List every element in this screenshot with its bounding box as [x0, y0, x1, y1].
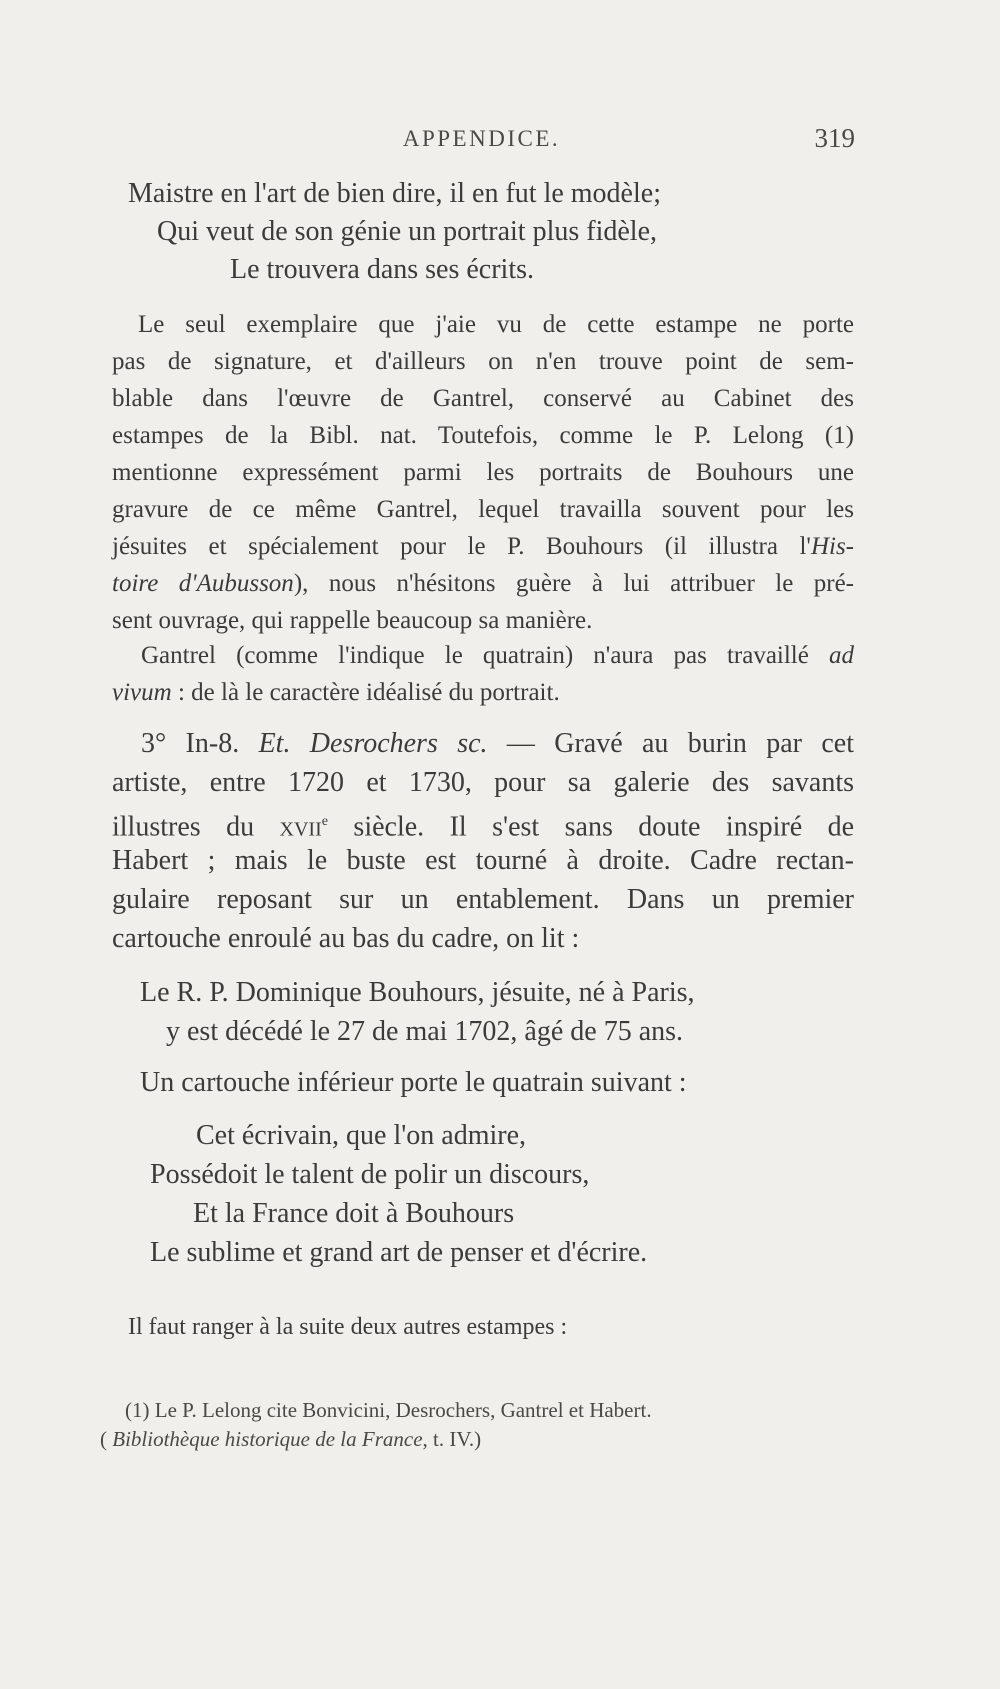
- paragraph-line: estampes de la Bibl. nat. Toutefois, comme le P. Lelong (1): [112, 422, 854, 449]
- page-number: 319: [814, 123, 855, 153]
- paragraph-line: pas de signature, et d'ailleurs on n'en trouve point de sem-: [112, 348, 854, 375]
- paragraph-line: gravure de ce même Gantrel, lequel travailla souvent pour les: [112, 496, 854, 523]
- quatrain-line: Et la France doit à Bouhours: [193, 1198, 515, 1229]
- paragraph-line: blable dans l'œuvre de Gantrel, conservé au Cabinet des: [112, 385, 854, 412]
- quatrain-line: Possédoit le talent de polir un discours,: [150, 1159, 590, 1190]
- paragraph-line: mentionne expressément parmi les portraits de Bouhours une: [112, 459, 854, 486]
- quatrain-line: Le sublime et grand art de penser et d'écrire.: [150, 1237, 648, 1268]
- paragraph-line: sent ouvrage, qui rappelle beaucoup sa manière.: [112, 607, 593, 634]
- inscription-line: y est décédé le 27 de mai 1702, âgé de 75 ans.: [166, 1016, 684, 1047]
- paragraph-line: Gantrel (comme l'indique le quatrain) n'aura pas travaillé ad: [141, 642, 854, 669]
- running-head: APPENDICE.: [402, 126, 561, 151]
- page-header: [108, 123, 855, 160]
- paragraph-line: gulaire reposant sur un entablement. Dans un premier: [112, 884, 854, 915]
- paragraph-line: toire d'Aubusson), nous n'hésitons guère à lui attribuer le pré-: [112, 570, 854, 597]
- paragraph-line: jésuites et spécialement pour le P. Bouhours (il illustra l'His-: [112, 533, 854, 560]
- paragraph-line: Habert ; mais le buste est tourné à droite. Cadre rectan-: [112, 845, 854, 876]
- verse-line: Qui veut de son génie un portrait plus fidèle,: [157, 216, 657, 247]
- inscription-line: Le R. P. Dominique Bouhours, jésuite, né à Paris,: [140, 977, 695, 1008]
- paragraph-line: Un cartouche inférieur porte le quatrain suivant :: [140, 1067, 687, 1098]
- paragraph-line: vivum : de là le caractère idéalisé du portrait.: [112, 679, 560, 706]
- verse-line: Maistre en l'art de bien dire, il en fut le modèle;: [128, 178, 661, 209]
- paragraph-line: 3° In-8. Et. Desrochers sc. — Gravé au burin par cet: [141, 728, 854, 759]
- paragraph-line: illustres du xvii$^e$ siècle. Il s'est sans doute inspiré de: [112, 811, 854, 843]
- footnote-line: (1) Le P. Lelong cite Bonvicini, Desrochers, Gantrel et Habert.: [125, 1398, 652, 1422]
- paragraph-line: cartouche enroulé au bas du cadre, on lit :: [112, 923, 580, 954]
- footnote-line: ( Bibliothèque historique de la France, t. IV.): [100, 1427, 482, 1451]
- paragraph-line: artiste, entre 1720 et 1730, pour sa galerie des savants: [112, 767, 854, 798]
- quatrain-line: Cet écrivain, que l'on admire,: [196, 1120, 527, 1151]
- paragraph-line: Il faut ranger à la suite deux autres estampes :: [128, 1314, 568, 1340]
- verse-line: Le trouvera dans ses écrits.: [230, 254, 534, 285]
- paragraph-line: Le seul exemplaire que j'aie vu de cette estampe ne porte: [138, 311, 854, 338]
